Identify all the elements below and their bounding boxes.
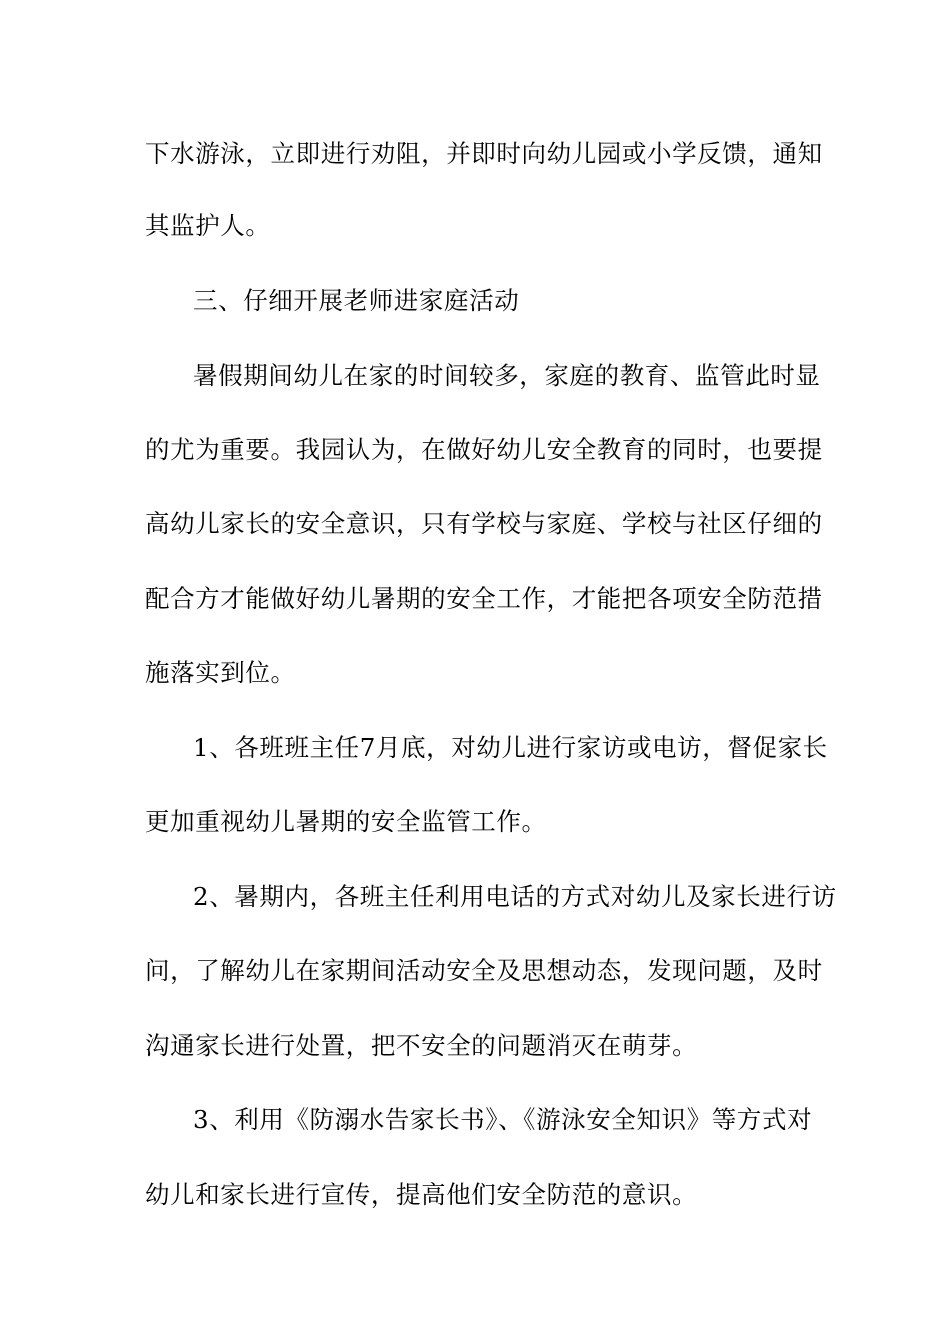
paragraph-line: 高幼儿家长的安全意识，只有学校与家庭、学校与社区仔细的 [145, 509, 823, 538]
list-item-line: 幼儿和家长进行宣传，提高他们安全防范的意识。 [145, 1180, 698, 1209]
section-heading: 三、仔细开展老师进家庭活动 [193, 286, 520, 315]
paragraph-line: 配合方才能做好幼儿暑期的安全工作，才能把各项安全防范措 [145, 584, 823, 613]
list-item-line: 3、利用《防溺水告家长书》、《游泳安全知识》等方式对 [193, 1105, 813, 1134]
list-item-line: 更加重视幼儿暑期的安全监管工作。 [145, 807, 547, 836]
paragraph-line: 其监护人。 [145, 211, 271, 240]
list-item-line: 问，了解幼儿在家期间活动安全及思想动态，发现问题，及时 [145, 956, 823, 985]
paragraph-line: 暑假期间幼儿在家的时间较多，家庭的教育、监管此时显 [193, 361, 821, 390]
paragraph-line: 的尤为重要。我园认为，在做好幼儿安全教育的同时，也要提 [145, 435, 823, 464]
list-item-line: 2、暑期内，各班主任利用电话的方式对幼儿及家长进行访 [193, 882, 837, 911]
paragraph-line: 下水游泳，立即进行劝阻，并即时向幼儿园或小学反馈，通知 [145, 139, 823, 168]
list-item-line: 1、各班班主任7月底，对幼儿进行家访或电访，督促家长 [193, 733, 828, 762]
list-item-line: 沟通家长进行处置，把不安全的问题消灭在萌芽。 [145, 1031, 698, 1060]
paragraph-line: 施落实到位。 [145, 658, 296, 687]
